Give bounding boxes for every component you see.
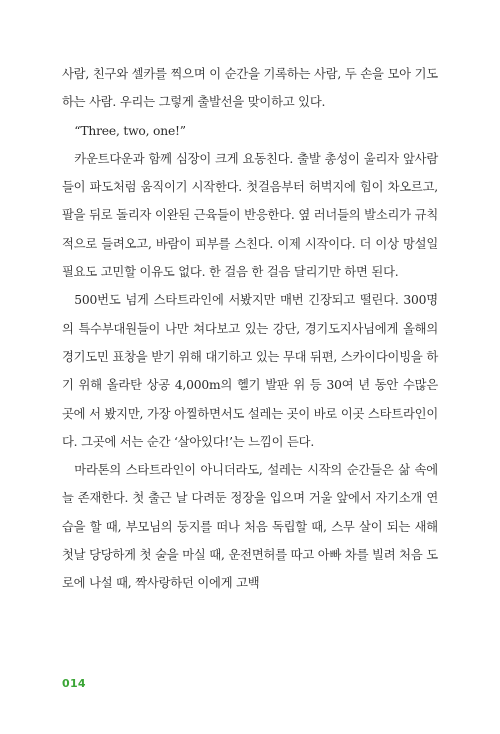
page-number: 014 — [62, 677, 86, 690]
paragraph-continuation: 사람, 친구와 셀카를 찍으며 이 순간을 기록하는 사람, 두 손을 모아 기도하는 사람. 우리는 그렇게 출발선을 맞이하고 있다. — [62, 67, 438, 110]
paragraph-moments: 마라톤의 스타트라인이 아니더라도, 설레는 시작의 순간들은 삶 속에 늘 존재한다. 첫 출근 날 다려둔 정장을 입으며 거울 앞에서 자기소개 연습을 할 때, 부모님의 둥지를 떠나 처음 독립할 때, 스무 살이 되는 새해 첫날 당당하게 첫 술을 마실 때, 운전면허를 따고 아빠 차를 빌려 처음 도로에 나설 때, 짝사랑하던 이에게 고백 — [62, 463, 438, 591]
paragraph-countdown-quote: “Three, two, one!” — [74, 123, 186, 138]
body-text — [62, 60, 438, 598]
paragraph-start: 카운트다운과 함께 심장이 크게 요동친다. 출발 총성이 울리자 앞사람들이 파도처럼 움직이기 시작한다. 첫걸음부터 허벅지에 힘이 차오르고, 팔을 뒤로 돌리자 이완된 근육들이 반응한다. 옆 러너들의 발소리가 규칙적으로 들려오고, 바람이 피부를 스친다. 이제 시작이다. 더 이상 망설일 필요도 고민할 이유도 없다. 한 걸음 한 걸음 달리기만 하면 된다. — [62, 151, 438, 280]
paragraph-startline: 500번도 넘게 스타트라인에 서봤지만 매번 긴장되고 떨린다. 300명의 특수부대원들이 나만 쳐다보고 있는 강단, 경기도지사님에게 올해의 경기도민 표창을 받기 위해 대기하고 있는 무대 뒤편, 스카이다이빙을 하기 위해 올라탄 상공 4,000m의 헬기 발판 위 등 30여 년 동안 수많은 곳에 서 봤지만, 가장 아찔하면서도 설레는 곳이 바로 이곳 스타트라인이다. 그곳에 서는 순간 ‘살아있다!’는 느낌이 든다. — [62, 293, 438, 449]
